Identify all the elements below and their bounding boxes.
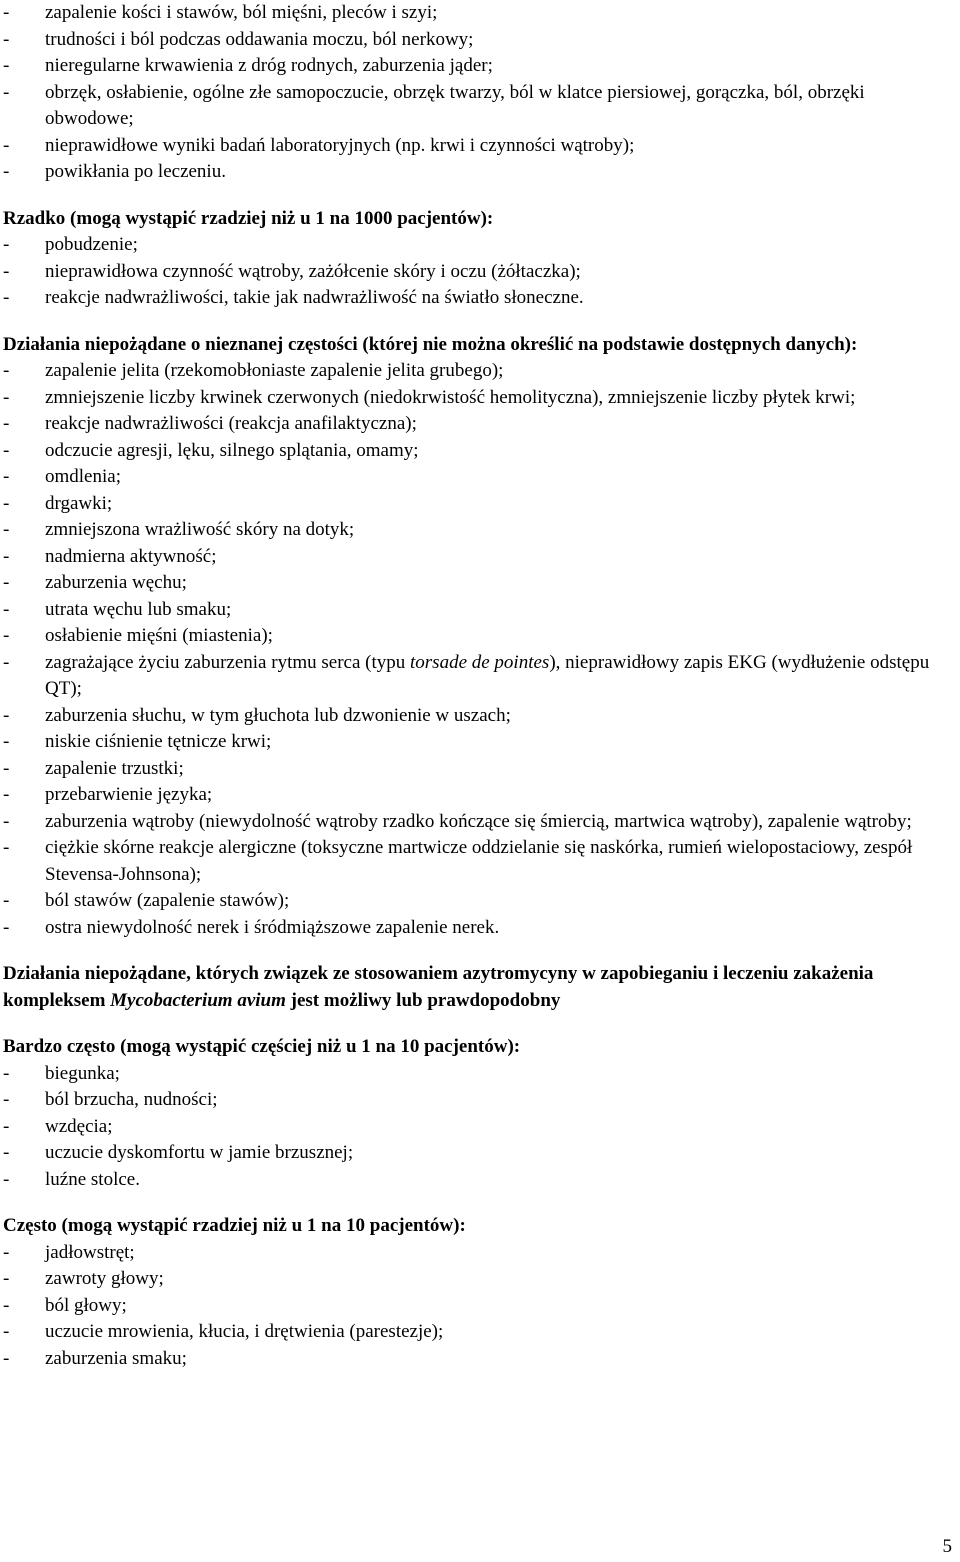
list-item [0, 782, 960, 809]
item-text: ), nieprawidłowy zapis EKG (wydłużenie odstępu QT); [45, 651, 930, 699]
dash-bullet: - [3, 260, 10, 282]
list-item [0, 888, 960, 915]
dash-bullet: - [3, 625, 10, 646]
section [0, 1034, 960, 1193]
item-text: jadłowstręt; [45, 1241, 135, 1263]
dash-bullet: - [3, 1062, 10, 1084]
list-item [0, 27, 960, 54]
item-text: drgawki; [45, 492, 113, 514]
dash-bullet: - [3, 704, 10, 726]
list-item [0, 1293, 960, 1320]
section-heading [0, 1213, 960, 1240]
item-text: ból brzucha, nudności; [45, 1089, 218, 1110]
item-text: nieregularne krwawienia z dróg rodnych, zaburzenia jąder; [45, 55, 493, 76]
section-heading [0, 961, 960, 1014]
list-item [0, 464, 960, 491]
item-text: zapalenie jelita (rzekomobłoniaste zapalenie jelita grubego); [45, 360, 504, 381]
dash-bullet: - [3, 28, 10, 50]
item-text: zmniejszona wrażliwość skóry na dotyk; [45, 519, 355, 540]
dash-bullet: - [3, 784, 10, 805]
list-item [0, 358, 960, 385]
section [0, 206, 960, 312]
list-item [0, 809, 960, 836]
list-item [0, 835, 960, 888]
dash-bullet: - [3, 161, 10, 182]
list-item [0, 159, 960, 186]
list-item [0, 1346, 960, 1373]
section [0, 961, 960, 1014]
list-item [0, 1266, 960, 1293]
list-item [0, 729, 960, 756]
item-text: zaburzenia węchu; [45, 572, 187, 593]
list-item [0, 650, 960, 703]
dash-bullet: - [3, 1142, 10, 1163]
dash-bullet: - [3, 731, 10, 752]
dash-bullet: - [3, 837, 10, 858]
item-text: trudności i ból podczas oddawania moczu, ból nerkowy; [45, 28, 474, 50]
list-item [0, 1319, 960, 1346]
item-text: luźne stolce. [45, 1168, 140, 1190]
section-heading [0, 206, 960, 233]
list-item [0, 491, 960, 518]
list-item [0, 232, 960, 259]
item-text: obrzęk, osłabienie, ogólne złe samopoczucie, obrzęk twarzy, ból w klatce piersiowej, gorączka, ból, obrzęki obwodowe; [45, 81, 865, 129]
item-text: zaburzenia wątroby (niewydolność wątroby rzadko kończące się śmiercią, martwica wątroby), zapalenie wątroby; [45, 810, 912, 832]
list-item [0, 285, 960, 312]
dash-bullet: - [3, 519, 10, 540]
item-text: osłabienie mięśni (miastenia); [45, 625, 273, 646]
bullet-list [0, 1061, 960, 1194]
dash-bullet: - [3, 360, 10, 381]
dash-bullet: - [3, 386, 10, 408]
list-item [0, 0, 960, 27]
list-item [0, 597, 960, 624]
list-item [0, 1240, 960, 1267]
dash-bullet: - [3, 134, 10, 156]
list-item [0, 133, 960, 160]
item-text: zapalenie trzustki; [45, 757, 184, 779]
section [0, 332, 960, 942]
item-text: nadmierna aktywność; [45, 545, 217, 567]
list-item [0, 915, 960, 942]
dash-bullet: - [3, 55, 10, 76]
item-text: reakcje nadwrażliwości, takie jak nadwrażliwość na światło słoneczne. [45, 287, 584, 308]
item-text: zagrażające życiu zaburzenia rytmu serca (typu [45, 651, 410, 673]
dash-bullet: - [3, 757, 10, 779]
list-item [0, 1061, 960, 1088]
heading-text: Działania niepożądane, których związek ze stosowaniem azytromycyny w zapobieganiu i leczeniu zakażenia kompleksem [3, 963, 874, 1011]
dash-bullet: - [3, 810, 10, 832]
item-text: biegunka; [45, 1062, 120, 1084]
item-text: odczucie agresji, lęku, silnego splątania, omamy; [45, 439, 419, 461]
item-text: nieprawidłowa czynność wątroby, zażółcenie skóry i oczu (żółtaczka); [45, 260, 581, 282]
dash-bullet: - [3, 1241, 10, 1263]
bullet-list [0, 232, 960, 312]
item-text: nieprawidłowe wyniki badań laboratoryjnych (np. krwi i czynności wątroby); [45, 134, 635, 156]
dash-bullet: - [3, 598, 10, 620]
dash-bullet: - [3, 1347, 10, 1369]
item-text: wzdęcia; [45, 1115, 113, 1137]
list-item [0, 703, 960, 730]
item-text: powikłania po leczeniu. [45, 161, 226, 182]
heading-text: jest możliwy lub prawdopodobny [285, 989, 561, 1011]
section [0, 1213, 960, 1372]
section-heading [0, 1034, 960, 1061]
dash-bullet: - [3, 545, 10, 567]
list-item [0, 1167, 960, 1194]
dash-bullet: - [3, 1294, 10, 1316]
item-text: zmniejszenie liczby krwinek czerwonych (niedokrwistość hemolityczna), zmniejszenie liczby płytek krwi; [45, 386, 856, 408]
section-heading [0, 332, 960, 359]
list-item [0, 80, 960, 133]
dash-bullet: - [3, 287, 10, 308]
list-item [0, 385, 960, 412]
list-item [0, 570, 960, 597]
dash-bullet: - [3, 1089, 10, 1110]
section [0, 0, 960, 186]
bullet-list [0, 358, 960, 941]
item-text: ból stawów (zapalenie stawów); [45, 890, 290, 911]
italic-text: torsade de pointes [410, 651, 550, 673]
heading-italic-text: Mycobacterium avium [110, 989, 286, 1011]
item-text: ból głowy; [45, 1294, 127, 1316]
item-text: pobudzenie; [45, 234, 138, 255]
dash-bullet: - [3, 2, 10, 23]
dash-bullet: - [3, 81, 10, 103]
dash-bullet: - [3, 413, 10, 434]
heading-text: Rzadko (mogą wystąpić rzadziej niż u 1 na 1000 pacjentów): [3, 207, 494, 229]
item-text: utrata węchu lub smaku; [45, 598, 232, 620]
list-item [0, 1087, 960, 1114]
list-item [0, 1114, 960, 1141]
item-text: niskie ciśnienie tętnicze krwi; [45, 731, 272, 752]
list-item [0, 411, 960, 438]
item-text: uczucie mrowienia, kłucia, i drętwienia (parestezje); [45, 1321, 444, 1342]
list-item [0, 756, 960, 783]
list-item [0, 623, 960, 650]
dash-bullet: - [3, 234, 10, 255]
item-text: reakcje nadwrażliwości (reakcja anafilaktyczna); [45, 413, 417, 434]
dash-bullet: - [3, 572, 10, 593]
dash-bullet: - [3, 890, 10, 911]
dash-bullet: - [3, 1168, 10, 1190]
bullet-list [0, 0, 960, 186]
item-text: zaburzenia słuchu, w tym głuchota lub dzwonienie w uszach; [45, 704, 511, 726]
dash-bullet: - [3, 1115, 10, 1137]
dash-bullet: - [3, 466, 10, 487]
item-text: zapalenie kości i stawów, ból mięśni, pleców i szyi; [45, 2, 438, 23]
dash-bullet: - [3, 1321, 10, 1342]
item-text: zaburzenia smaku; [45, 1347, 187, 1369]
dash-bullet: - [3, 651, 10, 673]
list-item [0, 517, 960, 544]
list-item [0, 438, 960, 465]
dash-bullet: - [3, 439, 10, 461]
heading-text: Często (mogą wystąpić rzadziej niż u 1 na 10 pacjentów): [3, 1215, 466, 1236]
list-item [0, 1140, 960, 1167]
dash-bullet: - [3, 916, 10, 938]
dash-bullet: - [3, 1268, 10, 1289]
bullet-list [0, 1240, 960, 1373]
item-text: omdlenia; [45, 466, 121, 487]
dash-bullet: - [3, 492, 10, 514]
item-text: przebarwienie języka; [45, 784, 213, 805]
item-text: uczucie dyskomfortu w jamie brzusznej; [45, 1142, 354, 1163]
heading-text: Bardzo często (mogą wystąpić częściej niż u 1 na 10 pacjentów): [3, 1036, 521, 1057]
heading-text: Działania niepożądane o nieznanej częstości (której nie można określić na podstawie dostępnych danych): [3, 333, 858, 355]
item-text: ciężkie skórne reakcje alergiczne (toksyczne martwicze oddzielanie się naskórka, rumień wielopostaciowy, zespół Stevensa-Johnsona); [45, 837, 913, 885]
list-item [0, 53, 960, 80]
item-text: ostra niewydolność nerek i śródmiąższowe zapalenie nerek. [45, 916, 500, 938]
page-number: 5 [942, 1536, 952, 1557]
item-text: zawroty głowy; [45, 1268, 164, 1289]
list-item [0, 544, 960, 571]
list-item [0, 259, 960, 286]
